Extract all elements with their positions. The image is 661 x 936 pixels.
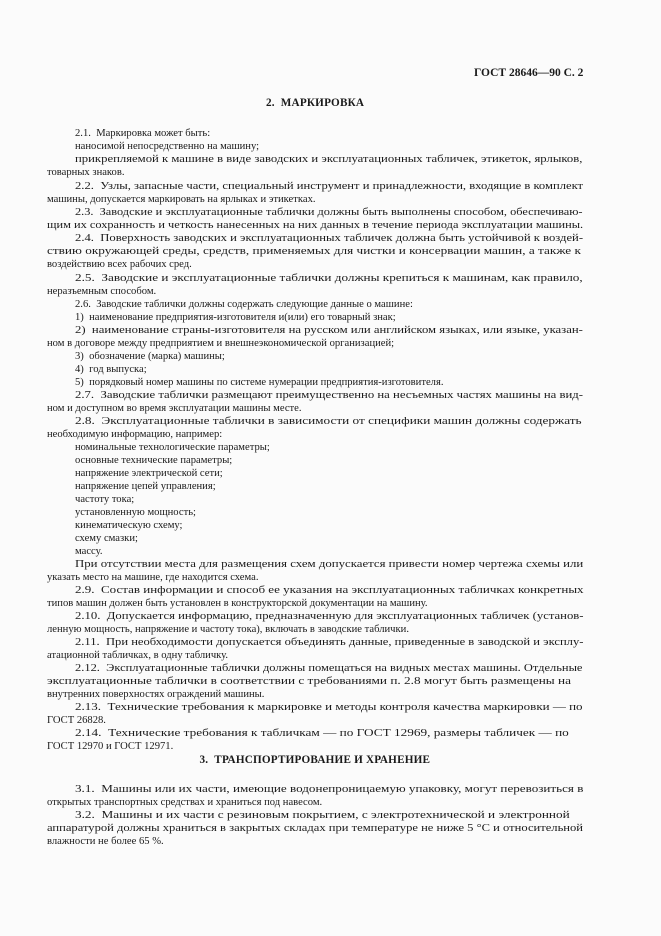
text-line: типов машин должен быть установлен в конструкторской документации на машину. [47, 598, 428, 609]
text-line: щим их сохранность и четкость нанесенных на них данных в течение периода эксплуатации машины. [47, 220, 584, 231]
text-line: необходимую информацию, например: [47, 429, 223, 440]
text-line: воздействию всех рабочих сред. [47, 259, 192, 270]
text-line: 5) порядковый номер машины по системе нумерации предприятия-изготовителя. [75, 377, 444, 388]
text-line: неразъемным способом. [47, 286, 157, 297]
text-line: 2.4. Поверхность заводских и эксплуатационных табличек должна быть устойчивой к воздей- [75, 233, 584, 244]
text-line: 3.2. Машины и их части с резиновым покрытием, с электротехнической и электронной [75, 810, 570, 821]
text-line: ленную мощность, напряжение и частоту тока), включать в заводские таблички. [47, 624, 409, 635]
text-line: 1) наименование предприятия-изготовителя и(или) его товарный знак; [75, 312, 396, 323]
text-line: 4) год выпуска; [75, 364, 147, 375]
text-line: эксплуатационные таблички в соответствии с требованиями п. 2.8 могут быть размещены на [47, 676, 571, 687]
text-line: схему смазки; [75, 533, 138, 544]
text-line: указать место на машине, где находится схема. [47, 572, 259, 583]
text-line: 2.9. Состав информации и способ ее указания на эксплуатационных табличках конкретных [75, 585, 584, 596]
text-line: При отсутствии места для размещения схем допускается привести номер чертежа схемы или [75, 559, 584, 570]
text-line: 2.6. Заводские таблички должны содержать следующие данные о машине: [75, 299, 413, 310]
page-header: ГОСТ 28646—90 С. 2 [474, 67, 584, 79]
text-line: установленную мощность; [75, 507, 196, 518]
text-line: 2) наименование страны-изготовителя на русском или английском языках, или языке, указан- [75, 325, 583, 336]
text-line: номинальные технологические параметры; [75, 442, 270, 453]
section-2-title: 2. МАРКИРОВКА [266, 97, 365, 109]
text-line: ГОСТ 12970 и ГОСТ 12971. [47, 741, 174, 752]
text-line: аппаратурой должны храниться в закрытых складах при температуре не ниже 5 °С и относительной [47, 823, 584, 834]
text-line: 2.2. Узлы, запасные части, специальный инструмент и принадлежности, входящие в комплект [75, 181, 584, 192]
text-line: 2.11. При необходимости допускается объединять данные, приведенные в заводской и эксплу- [75, 637, 584, 648]
text-line: 2.3. Заводские и эксплуатационные таблички должны быть выполнены способом, обеспечиваю- [75, 207, 583, 218]
text-line: кинематическую схему; [75, 520, 183, 531]
text-line: 2.1. Маркировка может быть: [75, 128, 211, 139]
text-line: 2.7. Заводские таблички размещают преимущественно на несъемных частях машины на вид- [75, 390, 583, 401]
text-line: 2.10. Допускается информацию, предназначенную для эксплуатационных табличек (установ- [75, 611, 584, 622]
text-line: наносимой непосредственно на машину; [75, 141, 260, 152]
text-line: ГОСТ 26828. [47, 715, 106, 726]
text-line: 2.13. Технические требования к маркировке и методы контроля качества маркировки — по [75, 702, 583, 713]
text-line: 3) обозначение (марка) машины; [75, 351, 225, 362]
text-line: влажности не более 65 %. [47, 836, 164, 847]
text-line: машины, допускается маркировать на ярлыках и этикетках. [47, 194, 316, 205]
text-line: напряжение электрической сети; [75, 468, 223, 479]
text-line: 3.1. Машины или их части, имеющие водонепроницаемую упаковку, могут перевозиться в [75, 784, 584, 795]
text-line: 2.14. Технические требования к табличкам — по ГОСТ 12969, размеры табличек — по [75, 728, 569, 739]
text-line: ном и доступном во время эксплуатации машины месте. [47, 403, 302, 414]
text-line: массу. [75, 546, 103, 557]
text-line: основные технические параметры; [75, 455, 233, 466]
text-line: напряжение цепей управления; [75, 481, 216, 492]
section-3-title: 3. ТРАНСПОРТИРОВАНИЕ И ХРАНЕНИЕ [199, 754, 431, 766]
text-line: атационной табличках, в одну табличку. [47, 650, 229, 661]
text-line: открытых транспортных средствах и храниться под навесом. [47, 797, 323, 808]
text-line: внутренних поверхностях ограждений машины. [47, 689, 265, 700]
text-line: 2.5. Заводские и эксплуатационные таблички должны крепиться к машинам, как правило, [75, 273, 583, 284]
text-line: прикрепляемой к машине в виде заводских и эксплуатационных табличек, этикеток, ярлыков, [75, 154, 583, 165]
text-line: 2.12. Эксплуатационные таблички должны помещаться на видных местах машины. Отдельные [75, 663, 583, 674]
text-line: ном в договоре между предприятием и внешнеэкономической организацией; [47, 338, 395, 349]
text-line: 2.8. Эксплуатационные таблички в зависимости от специфики машин должны содержать [75, 416, 582, 427]
text-line: товарных знаков. [47, 167, 125, 178]
text-line: ствию окружающей среды, средств, применяемых для чистки и консервации машин, а также к [47, 246, 581, 257]
text-line: частоту тока; [75, 494, 135, 505]
